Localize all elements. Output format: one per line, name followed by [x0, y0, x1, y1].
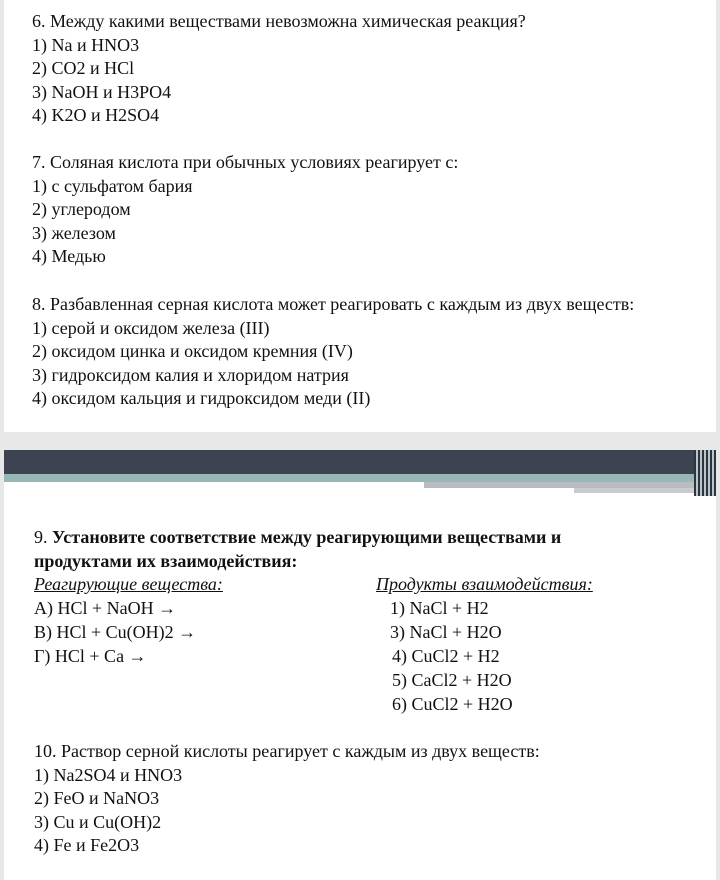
- question-10-text: 10. Раствор серной кислоты реагирует с каждым из двух веществ:: [34, 741, 540, 761]
- question-7-option-1: 1) с сульфатом бария: [32, 175, 193, 196]
- question-10-option-3: 3) Cu и Cu(OH)2: [34, 811, 162, 832]
- product-1: 1) NaCl + H2: [390, 598, 489, 618]
- question-7-option-2: 2) углеродом: [32, 199, 131, 219]
- question-9-title-text: Установите соответствие между реагирующими веществами и: [52, 527, 562, 547]
- banner-teal-band: [4, 474, 694, 482]
- question-8-text: 8. Разбавленная серная кислота может реагировать с каждым из двух веществ:: [32, 294, 635, 314]
- question-6-option-1: 1) Na и HNO3: [32, 34, 140, 55]
- question-10-option-4: 4) Fe и Fe2O3: [34, 835, 140, 855]
- question-9-title-line-2: продуктами их взаимодействия:: [34, 550, 298, 571]
- product-6: 6) CuCl2 + H2O: [392, 694, 513, 714]
- banner-dark-band: [4, 450, 694, 474]
- product-4: 4) CuCl2 + H2: [392, 646, 500, 666]
- question-6-option-4: 4) K2O и H2SO4: [32, 105, 160, 125]
- question-9-number: 9.: [34, 527, 48, 547]
- reactants-header: Реагирующие вещества:: [34, 574, 223, 594]
- question-7: [32, 151, 458, 269]
- question-8-option-4: 4) оксидом кальция и гидроксидом меди (II): [32, 388, 371, 408]
- products-column: [376, 572, 593, 716]
- question-8-option-1: 1) серой и оксидом железа (III): [32, 317, 270, 338]
- question-8: [32, 293, 634, 411]
- question-6-text: 6. Между какими веществами невозможна химическая реакция?: [32, 11, 526, 31]
- question-6-option-3: 3) NaOH и H3PO4: [32, 81, 172, 102]
- reactant-v: В) HCl + Cu(OH)2 →: [34, 622, 197, 642]
- products-header: Продукты взаимодействия:: [376, 574, 593, 594]
- question-7-option-4: 4) Медью: [32, 246, 106, 266]
- page-bottom: [4, 450, 716, 880]
- banner-stripes: [694, 450, 716, 496]
- question-9: [34, 526, 694, 573]
- question-10: [34, 740, 540, 858]
- question-10-option-1: 1) Na2SO4 и HNO3: [34, 764, 183, 785]
- reactant-a: А) HCl + NaOH →: [34, 598, 177, 618]
- question-7-text: 7. Соляная кислота при обычных условиях реагирует с:: [32, 152, 459, 172]
- slide-banner: [4, 450, 716, 496]
- reactants-column: [34, 572, 223, 668]
- question-7-option-3: 3) железом: [32, 222, 116, 243]
- question-8-option-2: 2) оксидом цинка и оксидом кремния (IV): [32, 341, 353, 361]
- question-6-option-2: 2) CO2 и HCl: [32, 58, 135, 78]
- product-5: 5) CaCl2 + H2O: [392, 670, 512, 690]
- question-9-title-line-1: [34, 526, 694, 550]
- page-top: [4, 0, 716, 432]
- question-8-option-3: 3) гидроксидом калия и хлоридом натрия: [32, 364, 349, 385]
- question-6: [32, 10, 526, 128]
- reactant-g: Г) HCl + Ca →: [34, 646, 147, 666]
- question-10-option-2: 2) FeO и NaNO3: [34, 788, 160, 808]
- banner-light-band: [574, 488, 694, 493]
- product-3: 3) NaCl + H2O: [390, 622, 502, 642]
